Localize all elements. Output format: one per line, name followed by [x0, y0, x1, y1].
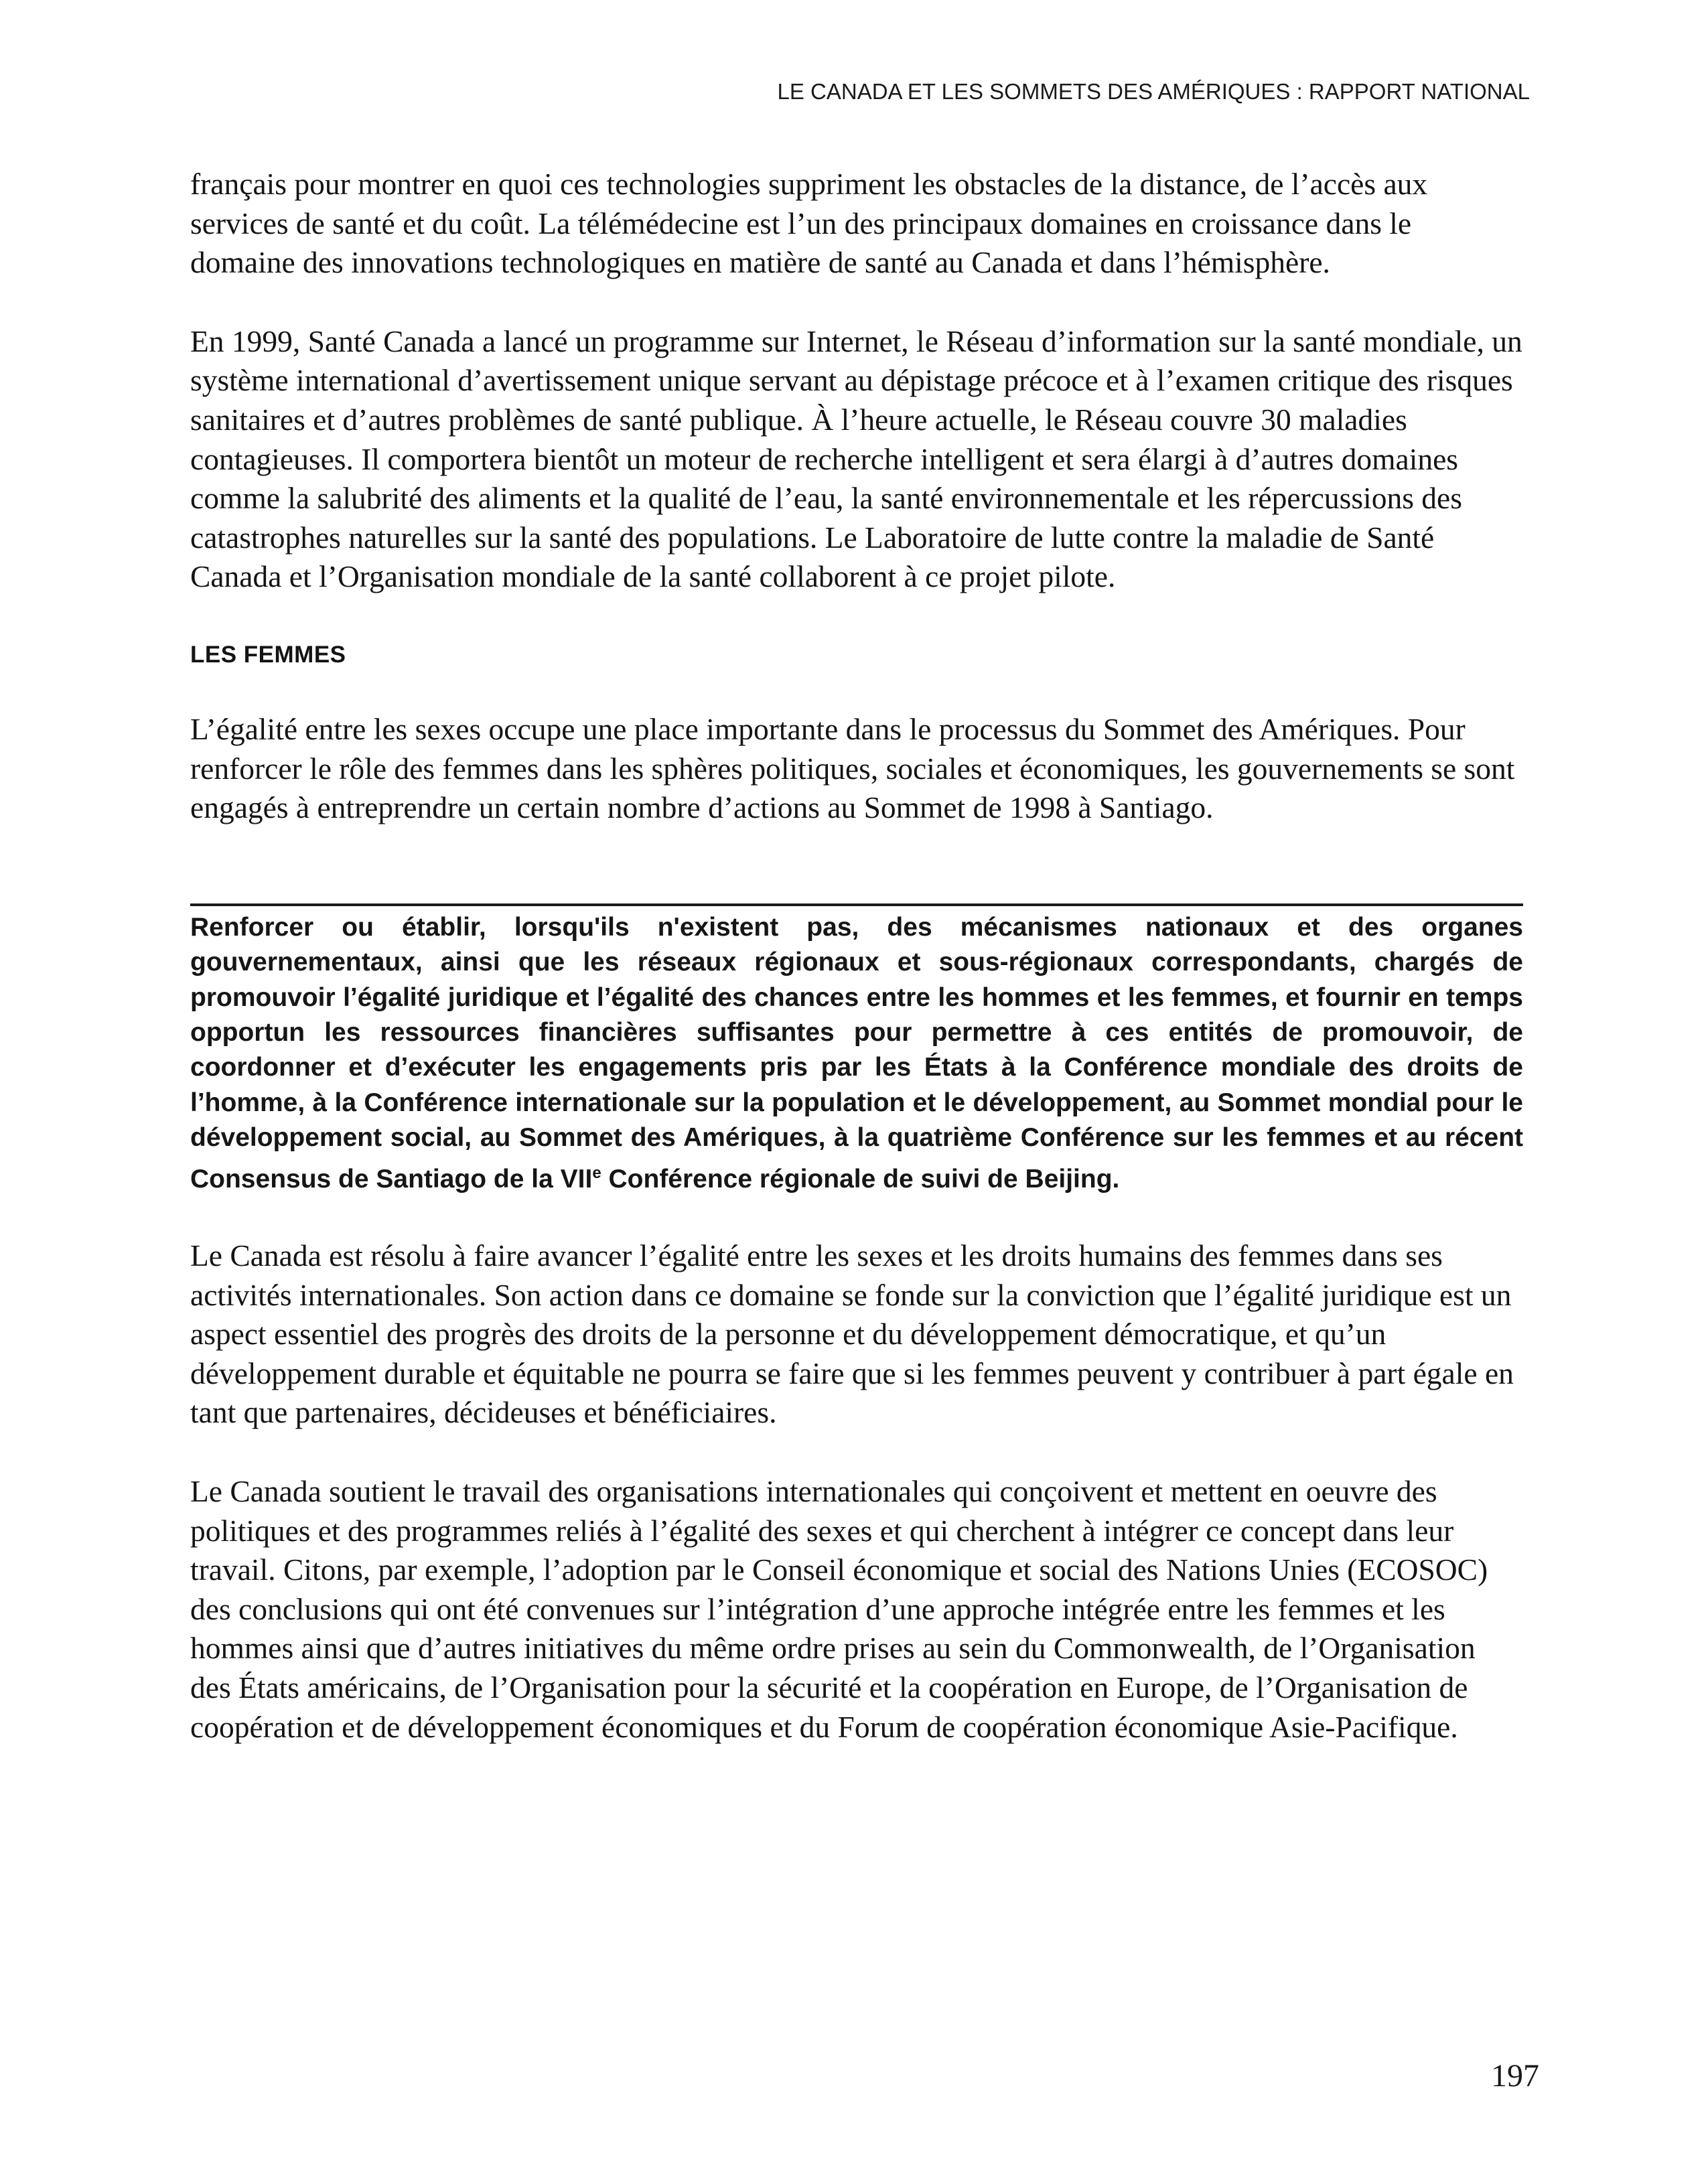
- paragraph-telemedecine: français pour montrer en quoi ces technologies suppriment les obstacles de la distance, de l’accès aux services de santé et du coût. La télémédecine est l’un des principaux domaines en croissance dans le domaine des innovations technologiques en matière de santé au Canada et dans l’hémisphère.: [190, 167, 1428, 280]
- commitment-end: Conférence régionale de suivi de Beijing.: [601, 1164, 1120, 1193]
- commitment-superscript: e: [592, 1163, 601, 1182]
- summit-commitment-text: [190, 910, 1523, 1197]
- paragraph-international-organizations: Le Canada soutient le travail des organisations internationales qui conçoivent et mettent en oeuvre des politiques et des programmes reliés à l’égalité des sexes et qui cherchent à intégrer ce concept dans leur travail. Citons, par exemple, l’adoption par le Conseil économique et social des Nations Unies (ECOSOC) des conclusions qui ont été convenues sur l’intégration d’une approche intégrée entre les femmes et les hommes ainsi que d’autres initiatives du même ordre prises au sein du Commonwealth, de l’Organisation des États américains, de l’Organisation pour la sécurité et la coopération en Europe, de l’Organisation de coopération et de développement économiques et du Forum de coopération économique Asie-Pacifique.: [190, 1473, 1488, 1744]
- paragraph-reseau-information: En 1999, Santé Canada a lancé un programme sur Internet, le Réseau d’information sur la santé mondiale, un système international d’avertissement unique servant au dépistage précoce et à l’examen critique des risques sanitaires et d’autres problèmes de santé publique. À l’heure actuelle, le Réseau couvre 30 maladies contagieuses. Il comportera bientôt un moteur de recherche intelligent et sera élargi à d’autres domaines comme la salubrité des aliments et la qualité de l’eau, la santé environnementale et les répercussions des catastrophes naturelles sur la santé des populations. Le Laboratoire de lutte contre la maladie de Santé Canada et l’Organisation mondiale de la santé collaborent à ce projet pilote.: [190, 323, 1522, 594]
- paragraph-canada-commitment: Le Canada est résolu à faire avancer l’égalité entre les sexes et les droits humains des femmes dans ses activités internationales. Son action dans ce domaine se fonde sur la conviction que l’égalité juridique est un aspect essentiel des progrès des droits de la personne et du développement démocratique, et qu’un développement durable et équitable ne pourra se faire que si les femmes peuvent y contribuer à part égale en tant que partenaires, décideuses et bénéficiaires.: [190, 1238, 1514, 1430]
- section-heading-women: LES FEMMES: [190, 641, 346, 668]
- page-content: [190, 165, 1523, 1786]
- paragraph-gender-equality: L’égalité entre les sexes occupe une place importante dans le processus du Sommet des Amériques. Pour renforcer le rôle des femmes dans les sphères politiques, sociales et économiques, les gouvernements se sont engagés à entreprendre un certain nombre d’actions au Sommet de 1998 à Santiago.: [190, 711, 1515, 825]
- summit-commitment-box: [190, 903, 1523, 1197]
- commitment-main: Renforcer ou établir, lorsqu'ils n'existent pas, des mécanismes nationaux et des organes gouvernementaux, ainsi que les réseaux régionaux et sous-régionaux correspondants, chargés de promouvoir l’égalité juridique et l’égalité des chances entre les hommes et les femmes, et fournir en temps opportun les ressources financières suffisantes pour permettre à ces entités de promouvoir, de coordonner et d’exécuter les engagements pris par les États à la Conférence mondiale des droits de l’homme, à la Conférence internationale sur la population et le développement, au Sommet mondial pour le développement social, au Sommet des Amériques, à la quatrième Conférence sur les femmes et au récent Consensus de Santiago de la VII: [190, 912, 1523, 1193]
- running-header: LE CANADA ET LES SOMMETS DES AMÉRIQUES : RAPPORT NATIONAL: [777, 79, 1530, 104]
- page-number: 197: [1491, 2058, 1539, 2094]
